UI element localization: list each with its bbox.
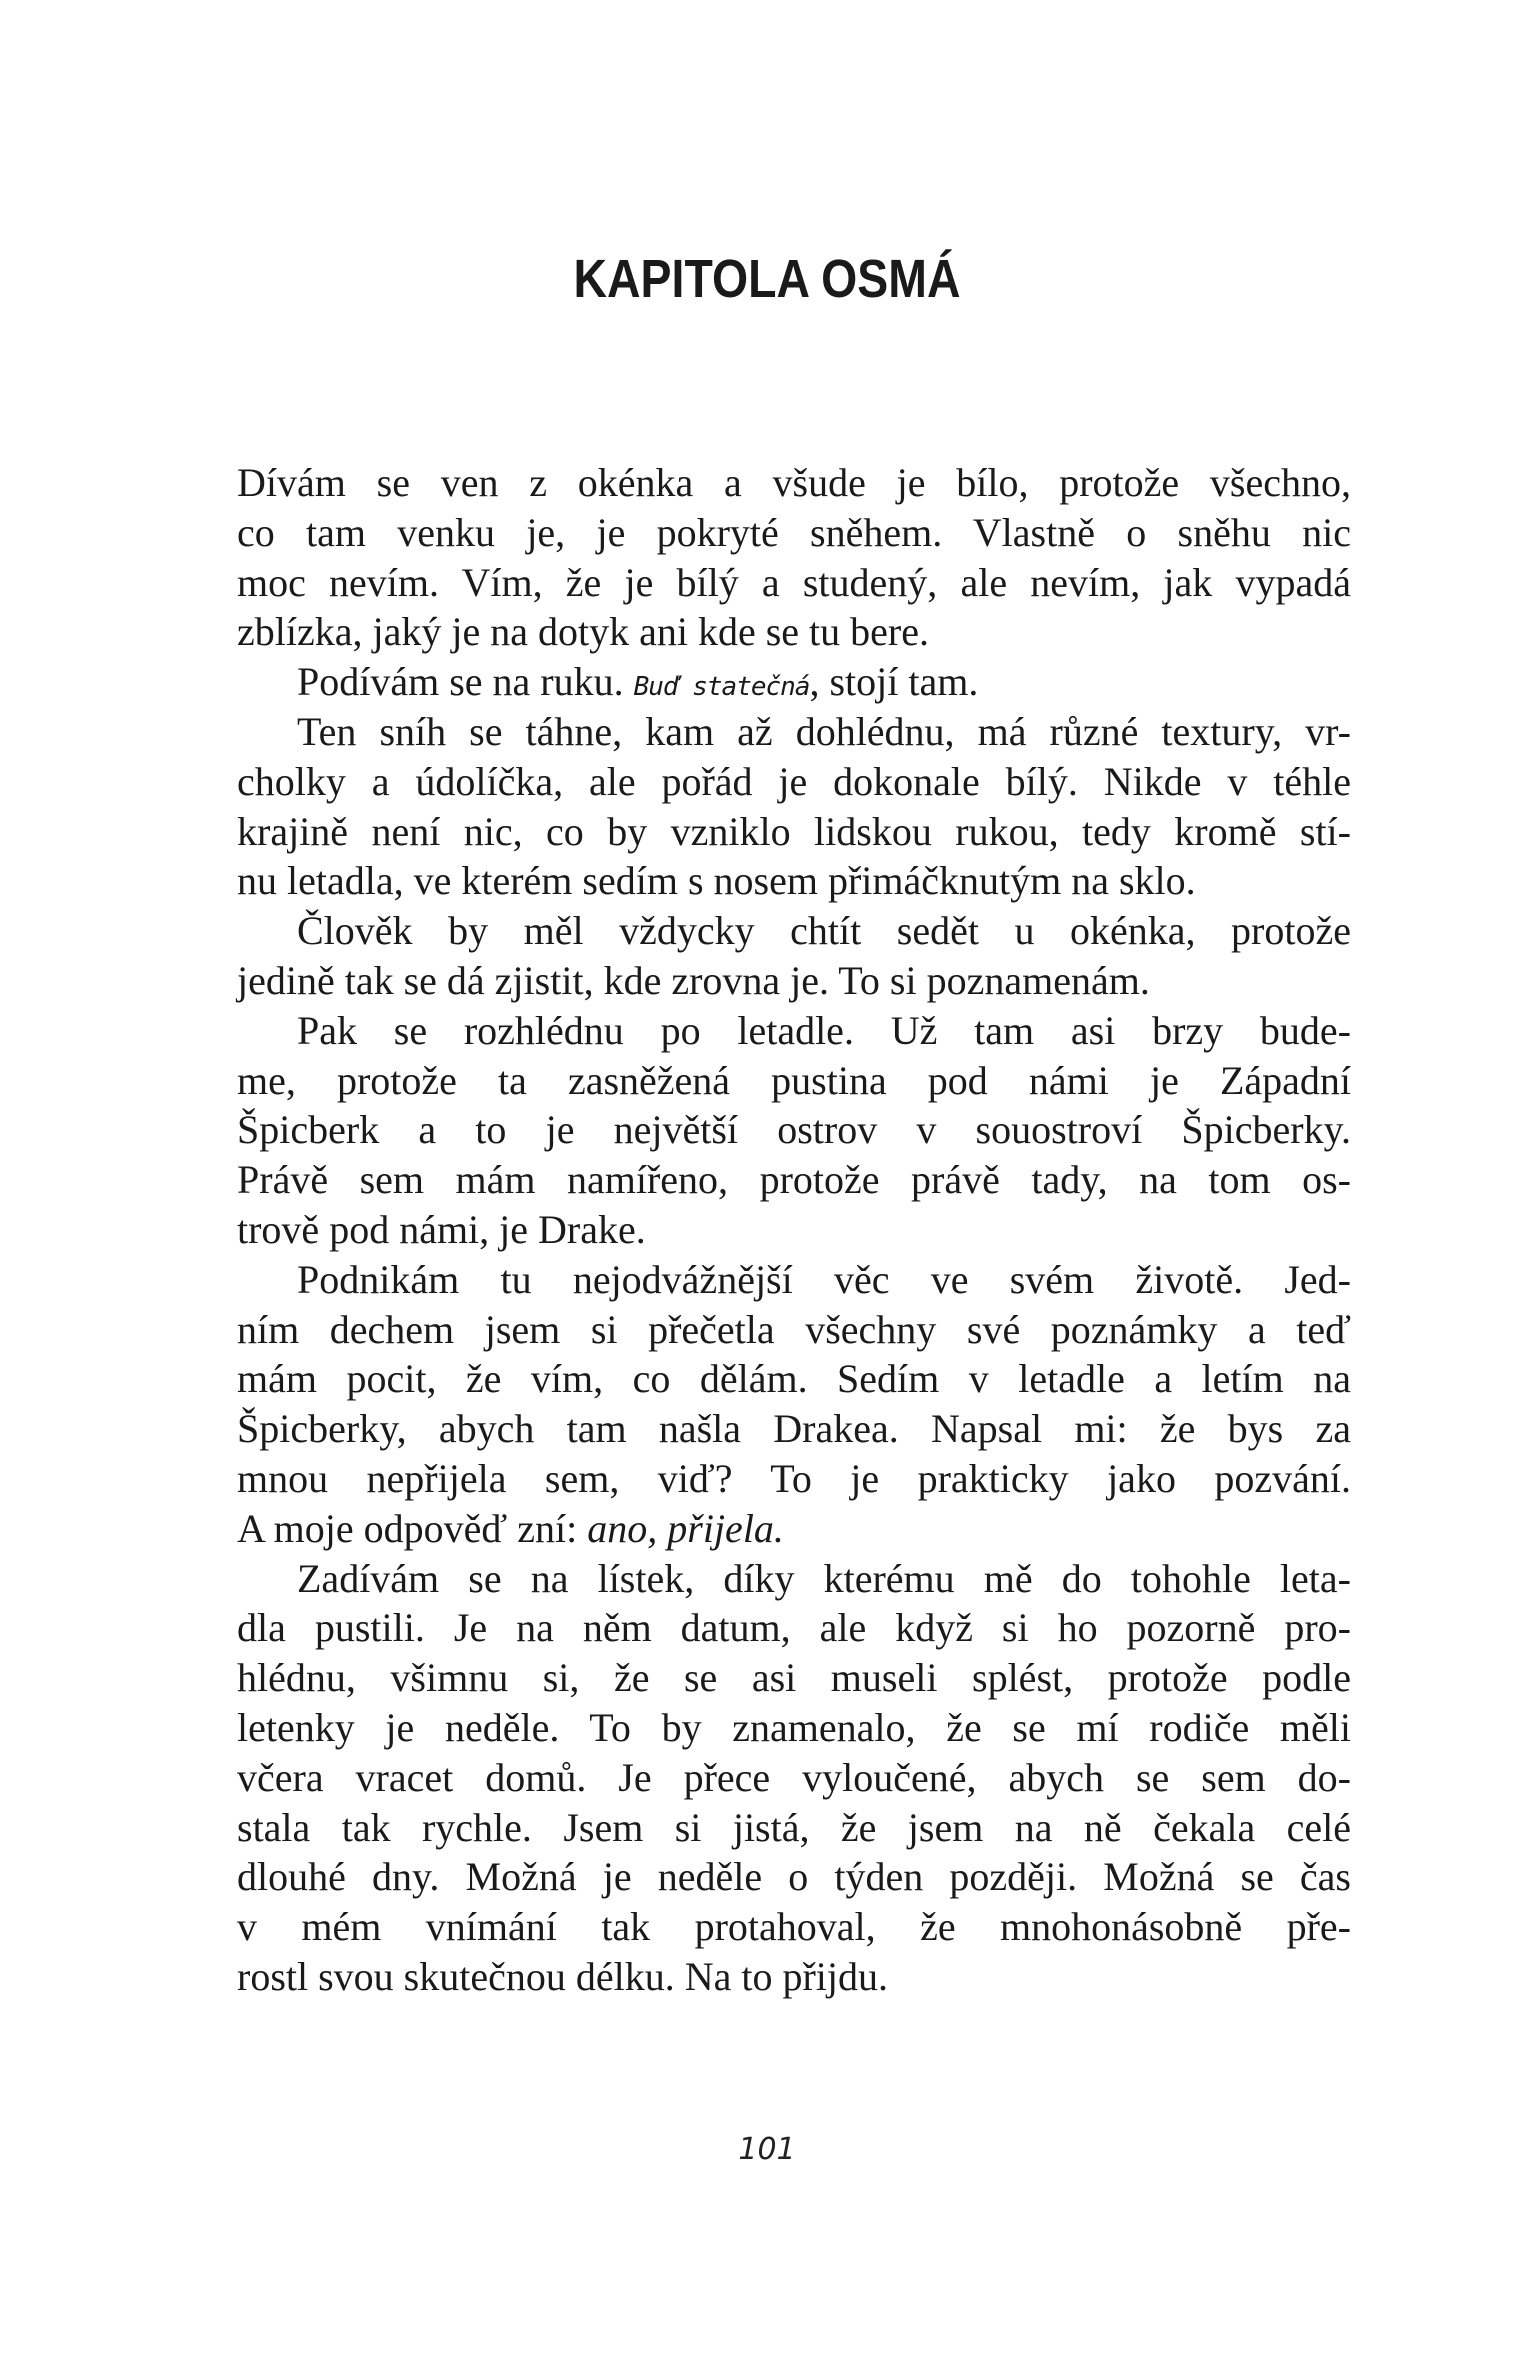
chapter-title: KAPITOLA OSMÁ (573, 249, 961, 309)
text-line (237, 757, 1351, 807)
page-number: 101 (738, 2132, 796, 2167)
text-segment: ním dechem jsem si přečetla všechny své poznámky a teď (237, 1306, 1351, 1352)
paragraph (237, 707, 1351, 906)
text-segment: rostl svou skutečnou délku. Na to přijdu. (237, 1953, 889, 1999)
paragraph (237, 1554, 1351, 2002)
text-segment: cholky a údolíčka, ale pořád je dokonale bílý. Nikde v téhle (237, 758, 1351, 804)
text-line (237, 1852, 1351, 1902)
text-line (237, 1753, 1351, 1803)
text-line (237, 906, 1351, 956)
paragraph (237, 458, 1351, 657)
text-line (237, 1255, 1351, 1305)
text-line (237, 1653, 1351, 1703)
text-line (237, 607, 1351, 657)
text-line (237, 508, 1351, 558)
text-line (237, 1454, 1351, 1504)
text-segment: letenky je neděle. To by znamenalo, že se mí rodiče měli (237, 1704, 1351, 1750)
text-segment: A moje odpověď zní: (237, 1505, 588, 1551)
text-line (237, 1902, 1351, 1952)
text-segment: dlouhé dny. Možná je neděle o týden později. Možná se čas (237, 1854, 1351, 1900)
text-segment: Špicberk a to je největší ostrov v souostroví Špicberky. (237, 1107, 1351, 1153)
text-line (237, 1803, 1351, 1853)
text-line (237, 1504, 1351, 1554)
text-line (237, 1205, 1351, 1255)
text-line (237, 1952, 1351, 2002)
paragraph (237, 1255, 1351, 1554)
paragraph (237, 906, 1351, 1006)
text-line (237, 1404, 1351, 1454)
text-line (237, 458, 1351, 508)
text-line (237, 1155, 1351, 1205)
text-segment: Špicberky, abych tam našla Drakea. Napsal mi: že bys za (237, 1406, 1351, 1452)
text-segment: včera vracet domů. Je přece vyloučené, abych se sem do- (237, 1754, 1351, 1800)
italic-text: ano, přijela. (587, 1505, 784, 1551)
text-segment: mám pocit, že vím, co dělám. Sedím v letadle a letím na (237, 1356, 1351, 1402)
text-segment: , stojí tam. (809, 659, 979, 705)
text-line (237, 1603, 1351, 1653)
text-segment: mnou nepřijela sem, viď? To je prakticky jako pozvání. (237, 1455, 1351, 1501)
text-line (237, 1105, 1351, 1155)
paragraph (237, 1006, 1351, 1255)
text-segment: stala tak rychle. Jsem si jistá, že jsem na ně čekala celé (237, 1804, 1351, 1850)
text-line (237, 1056, 1351, 1106)
chapter-body (237, 458, 1351, 2002)
text-line (237, 558, 1351, 608)
text-segment: Podívám se na ruku. (297, 659, 634, 705)
text-segment: krajině není nic, co by vzniklo lidskou rukou, tedy kromě stí- (237, 808, 1351, 854)
text-segment: jedině tak se dá zjistit, kde zrovna je. To si poznamenám. (237, 957, 1150, 1003)
text-line (237, 1354, 1351, 1404)
text-segment: hlédnu, všimnu si, že se asi museli splést, protože podle (237, 1655, 1351, 1701)
text-segment: Ten sníh se táhne, kam až dohlédnu, má různé textury, vr- (297, 708, 1351, 754)
text-line (237, 1305, 1351, 1355)
text-segment: v mém vnímání tak protahoval, že mnohonásobně pře- (237, 1904, 1351, 1950)
text-segment: nu letadla, ve kterém sedím s nosem přimáčknutým na sklo. (237, 858, 1196, 904)
text-segment: dla pustili. Je na něm datum, ale když si ho pozorně pro- (237, 1605, 1351, 1651)
text-line (237, 1006, 1351, 1056)
text-segment: Právě sem mám namířeno, protože právě tady, na tom os- (237, 1157, 1351, 1203)
text-segment: Podnikám tu nejodvážnější věc ve svém životě. Jed- (297, 1256, 1351, 1302)
text-line (237, 856, 1351, 906)
text-segment: Člověk by měl vždycky chtít sedět u okénka, protože (297, 908, 1351, 954)
text-line (237, 707, 1351, 757)
text-line (237, 1554, 1351, 1604)
text-line (237, 657, 1351, 707)
handwritten-text: Buď statečná (633, 672, 810, 703)
text-segment: co tam venku je, je pokryté sněhem. Vlastně o sněhu nic (237, 509, 1351, 555)
text-segment: Dívám se ven z okénka a všude je bílo, protože všechno, (237, 460, 1351, 505)
text-line (237, 956, 1351, 1006)
text-segment: zblízka, jaký je na dotyk ani kde se tu bere. (237, 609, 929, 655)
text-segment: moc nevím. Vím, že je bílý a studený, ale nevím, jak vypadá (237, 559, 1351, 605)
text-segment: Pak se rozhlédnu po letadle. Už tam asi brzy bude- (297, 1007, 1351, 1053)
text-segment: me, protože ta zasněžená pustina pod námi je Západní (237, 1057, 1351, 1103)
text-line (237, 807, 1351, 857)
paragraph (237, 657, 1351, 707)
text-segment: Zadívám se na lístek, díky kterému mě do tohohle leta- (297, 1555, 1351, 1601)
text-segment: trově pod námi, je Drake. (237, 1206, 646, 1252)
text-line (237, 1703, 1351, 1753)
